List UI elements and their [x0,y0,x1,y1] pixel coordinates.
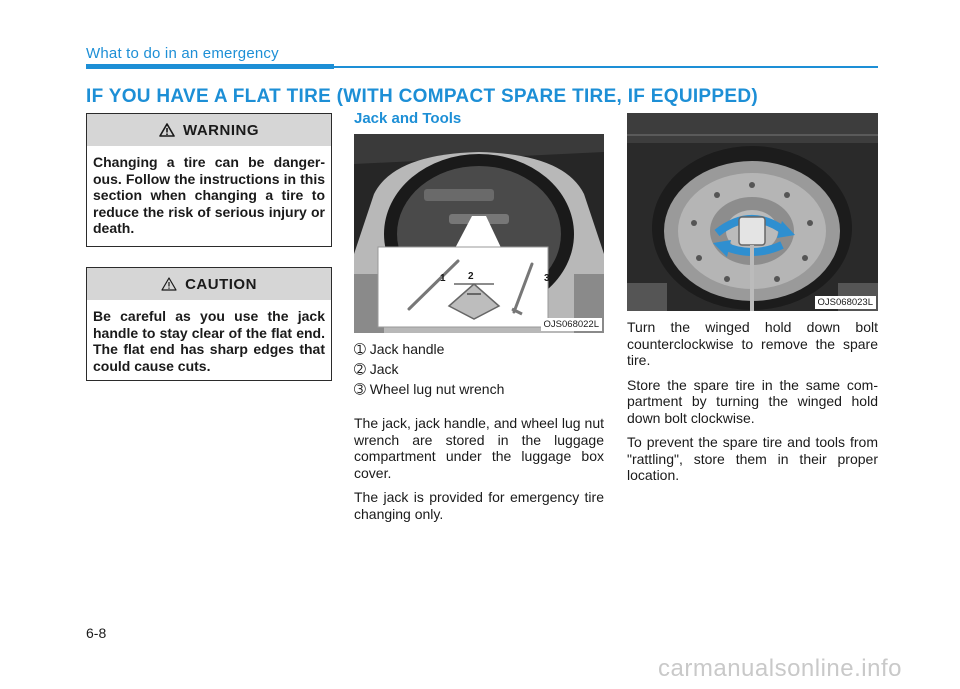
jack-tools-heading: Jack and Tools [354,110,462,127]
rattling-paragraph: To prevent the spare tire and tools from "rattling", store them in their proper location. [627,434,878,483]
spare-tire-image-code: OJS068023L [815,296,876,309]
caution-label: CAUTION [185,275,257,293]
warning-label: WARNING [183,121,259,139]
jack-tools-section [354,110,604,530]
tools-list [354,339,604,399]
spare-tire-section [627,113,878,492]
jack-tools-photo [354,134,604,333]
caution-icon [161,277,177,291]
jack-emergency-paragraph: The jack is provided for emergency tire changing only. [354,489,604,522]
store-spare-paragraph: Store the spare tire in the same com-partment by turning the winged hold down bolt clockwise. [627,376,878,426]
jack-storage-paragraph: The jack, jack handle, and wheel lug nut wrench are stored in the luggage compartment under the luggage box cover. [354,415,604,481]
list-item-label: Wheel lug nut wrench [369,381,505,397]
list-item-number: ➀ [354,341,366,357]
main-heading: IF YOU HAVE A FLAT TIRE (WITH COMPACT SPARE TIRE, IF EQUIPPED) [86,86,758,107]
list-item-number: ➂ [354,381,366,397]
caution-box [86,267,332,381]
warning-icon [159,123,175,137]
list-item-label: Jack handle [369,341,445,357]
warning-box [86,113,332,247]
list-item-label: Jack [369,361,399,377]
list-item [354,379,604,399]
warning-header [87,114,331,146]
caution-text: Be careful as you use the jack handle to stay clear of the flat end. The flat end has sharp edges that could cause cuts. [93,308,325,374]
list-item [354,339,604,359]
remove-spare-paragraph: Turn the winged hold down bolt counterclockwise to remove the spare tire. [627,319,878,368]
caution-header [87,268,331,300]
spare-tire-photo [627,113,878,311]
header-rule-thin [334,66,878,68]
warning-text: Changing a tire can be danger-ous. Follow the instructions in this section when changing a tire to reduce the risk of serious injury or death. [93,154,325,236]
jack-tools-image-code: OJS068022L [541,318,602,331]
callout-1: 1 [440,273,446,284]
callout-3: 3 [544,273,550,284]
list-item-number: ➁ [354,361,366,377]
page-number: 6-8 [86,625,107,641]
header-rule-thick [86,64,334,69]
callout-2: 2 [468,271,474,282]
list-item [354,359,604,379]
watermark: carmanualsonline.info [658,655,902,682]
section-title: What to do in an emergency [86,45,279,62]
